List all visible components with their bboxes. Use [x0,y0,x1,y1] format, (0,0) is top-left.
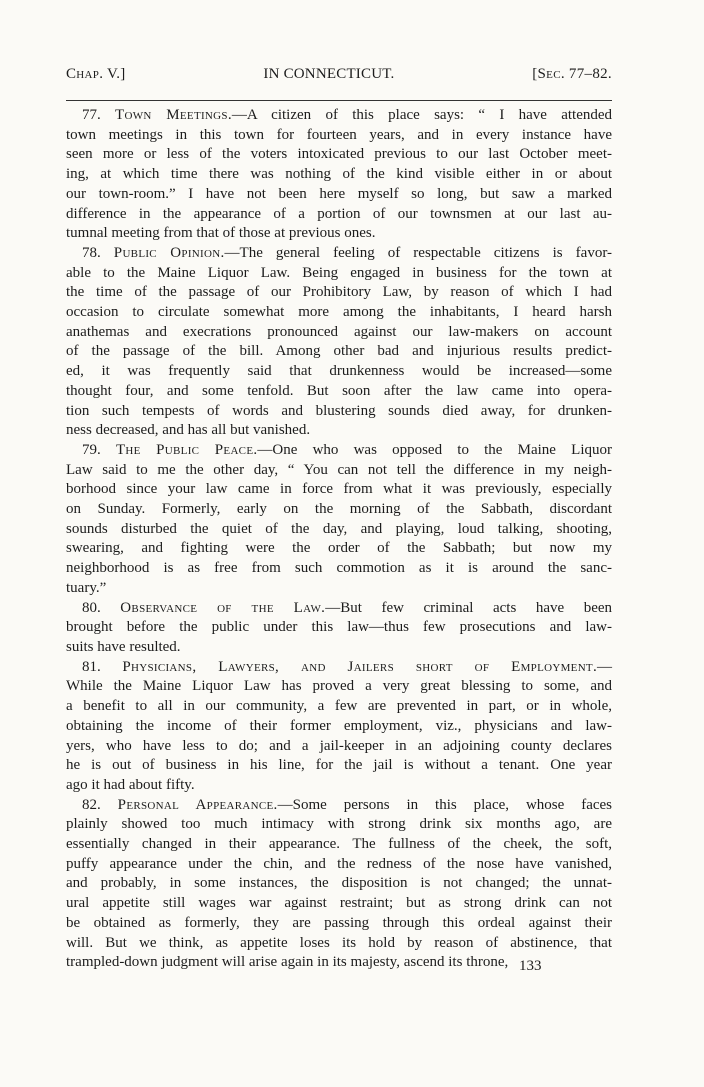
text-line: sounds disturbed the quiet of the day, and playing, loud talking, shooting, [66,520,612,537]
text-line: our town-room.” I have not been here myself so long, but saw a marked [66,185,612,202]
section-number: 79. [82,441,101,458]
text-line: tuary.” [66,579,107,596]
text-line: the time of the passage of our Prohibitory Law, by reason of which I had [66,284,612,301]
text-line: ural appetite still wages war against restraint; but as strong drink can not [66,895,612,912]
text-line: brought before the public under this law—thus few prosecutions and law- [66,619,612,636]
line-text: —A citizen of this place says: “ I have attended [231,107,613,123]
text-line: essentially changed in their appearance. The fullness of the cheek, the soft, [66,836,612,853]
text-line [66,658,612,678]
section-number: 80. [82,599,101,616]
text-line [66,599,612,619]
header-section: [Sec. 77–82. [532,66,612,82]
text-line: borhood since your law came in force from what it was previously, especially [66,481,612,498]
text-line: on Sunday. Formerly, early on the morning of the Sabbath, discordant [66,501,612,518]
text-line: thought four, and some tenfold. But soon after the law came into opera- [66,382,612,399]
paragraph-80 [66,599,612,658]
text-line [66,796,612,816]
section-heading: Personal Appearance. [117,796,278,813]
section-heading: Public Opinion. [113,244,225,261]
text-line: able to the Maine Liquor Law. Being engaged in business for the town at [66,264,612,281]
header-title: IN CONNECTICUT. [263,66,395,82]
text-line: ness decreased, and has all but vanished. [66,422,311,439]
text-line: be obtained as formerly, they are passing through this ordeal against their [66,914,612,931]
text-line: a benefit to all in our community, a few are prevented in part, or in whole, [66,698,612,715]
text-line: difference in the appearance of a portion of our townsmen at our last au- [66,205,612,222]
page-body [66,106,612,973]
section-heading: Physicians, Lawyers, and Jailers short of Employment. [122,658,598,675]
section-heading: Town Meetings. [115,107,232,123]
text-line: trampled-down judgment will arise again in its majesty, ascend its throne, [66,954,509,971]
section-number: 78. [82,244,101,261]
text-line: tion such tempests of words and blustering sounds died away, for drunken- [66,402,612,419]
text-line: swearing, and fighting were the order of the Sabbath; but now my [66,540,612,557]
text-line [66,106,612,126]
text-line: suits have resulted. [66,638,181,655]
header-chapter: Chap. V.] [66,66,126,82]
paragraph-78 [66,244,612,441]
text-line [66,244,612,264]
text-line: yers, who have less to do; and a jail-keeper in an adjoining county declares [66,737,612,754]
text-line [66,441,612,461]
section-number: 82. [82,796,101,813]
text-line: seen more or less of the voters intoxicated previous to our last October meet- [66,146,612,163]
text-line: and probably, in some instances, the disposition is not changed; the unnat- [66,875,612,892]
line-text: —One who was opposed to the Maine Liquor [257,441,612,458]
paragraph-82 [66,796,612,973]
text-line: ed, it was frequently said that drunkenness would be increased—some [66,363,612,380]
text-line: plainly showed too much intimacy with strong drink six months ago, are [66,816,612,833]
text-line: obtaining the income of their former employment, viz., physicians and law- [66,717,612,734]
text-line: puffy appearance under the chin, and the redness of the nose have vanished, [66,855,612,872]
text-line: tumnal meeting from that of those at previous ones. [66,225,376,242]
text-line: Law said to me the other day, “ You can not tell the difference in my neigh- [66,461,612,478]
running-header [66,66,612,83]
paragraph-81 [66,658,612,796]
text-line: town meetings in this town for fourteen years, and in every instance have [66,126,612,143]
paragraph-79 [66,441,612,599]
text-line: anathemas and execrations pronounced against our law-makers on account [66,323,612,340]
text-line: neighborhood is as free from such commotion as it is around the sanc- [66,560,612,577]
section-number: 77. [82,107,101,123]
section-heading: The Public Peace. [115,441,258,458]
text-line: ing, at which time there was nothing of the kind visible either in or about [66,166,612,183]
line-text: —But few criminal acts have been [325,599,613,616]
text-line: occasion to circulate somewhat more among the inhabitants, I heard harsh [66,304,612,321]
text-line: ago it had about fifty. [66,776,195,793]
text-line: While the Maine Liquor Law has proved a very great blessing to some, and [66,678,612,695]
paragraph-77 [66,106,612,244]
line-text: —Some persons in this place, whose faces [277,796,612,813]
text-line: of the passage of the bill. Among other bad and injurious results predict- [66,343,612,360]
section-heading: Observance of the Law. [120,599,326,616]
text-line: will. But we think, as appetite loses its hold by reason of abstinence, that [66,934,612,951]
page-number: 133 [519,958,542,974]
text-line: he is out of business in his line, for the jail is without a tenant. One year [66,757,612,774]
line-text: —The general feeling of respectable citizens is favor- [224,244,613,261]
line-text: — [597,658,613,675]
header-rule [66,100,612,101]
section-number: 81. [82,658,101,675]
